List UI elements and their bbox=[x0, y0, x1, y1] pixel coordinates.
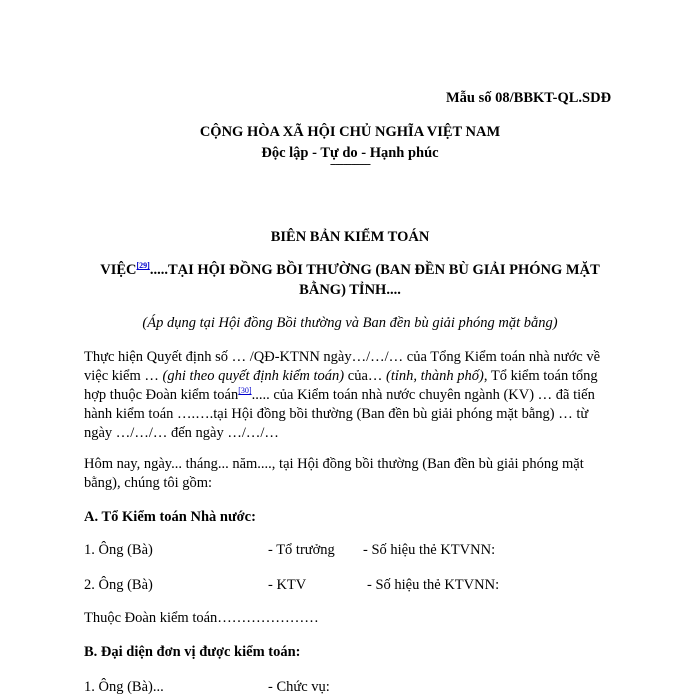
para1-line-5: ngày …/…/… đến ngày …/…/… bbox=[84, 425, 279, 441]
section-a-row1-card: - Số hiệu thẻ KTVNN: bbox=[363, 542, 496, 558]
section-b-heading: B. Đại diện đơn vị được kiểm toán: bbox=[84, 644, 301, 660]
para1-line-3 bbox=[84, 387, 595, 404]
header-rule: --------------- bbox=[330, 158, 370, 170]
subtitle-part-2: .....TẠI HỘI ĐỒNG BỒI THƯỜNG (BAN ĐỀN BÙ GIẢI PHÓNG MẶT bbox=[149, 262, 600, 278]
section-a-heading: A. Tổ Kiểm toán Nhà nước: bbox=[84, 509, 256, 525]
subtitle-part-1: VIỆC bbox=[100, 262, 137, 278]
section-a-row1-role: - Tổ trưởng bbox=[268, 542, 335, 558]
applies-to-note: (Áp dụng tại Hội đồng Bồi thường và Ban đền bù giải phóng mặt bằng) bbox=[142, 315, 558, 331]
section-a-row2-name: 2. Ông (Bà) bbox=[84, 577, 153, 593]
section-b-row1-name: 1. Ông (Bà)... bbox=[84, 679, 164, 695]
nation-header: CỘNG HÒA XÃ HỘI CHỦ NGHĨA VIỆT NAM bbox=[199, 124, 501, 140]
para2-line-2: bằng), chúng tôi gồm: bbox=[84, 475, 213, 491]
para1-l2-text-e: , Tổ kiểm toán tổng bbox=[483, 368, 598, 384]
footnote-link-29[interactable]: [29] bbox=[136, 261, 150, 271]
section-a-team: Thuộc Đoàn kiểm toán………………… bbox=[84, 610, 319, 626]
para1-l2-italic-b: (ghi theo quyết định kiểm toán) bbox=[162, 368, 345, 384]
subtitle-line-1 bbox=[0, 262, 700, 279]
para1-line-4: hành kiểm toán ….….tại Hội đồng bồi thường (Ban đền bù giải phóng mặt bằng) … từ bbox=[84, 406, 589, 422]
para1-l2-italic-d: (tỉnh, thành phố) bbox=[386, 368, 484, 384]
form-code: Mẫu số 08/BBKT-QL.SDĐ bbox=[446, 90, 612, 106]
section-a-row1-name: 1. Ông (Bà) bbox=[84, 542, 153, 558]
section-a-row2-role: - KTV bbox=[268, 577, 307, 593]
para1-line-1: Thực hiện Quyết định số … /QĐ-KTNN ngày…/…/… của Tổng Kiểm toán nhà nước về bbox=[84, 349, 601, 365]
section-b-row1-role: - Chức vụ: bbox=[268, 679, 330, 695]
para1-l2-text-c: của… bbox=[344, 368, 387, 384]
footnote-link-30[interactable]: [30] bbox=[238, 386, 252, 396]
para1-line-2 bbox=[84, 368, 598, 385]
document-title: BIÊN BẢN KIỂM TOÁN bbox=[270, 229, 430, 245]
subtitle-line-2: BẰNG) TỈNH.... bbox=[299, 282, 401, 298]
para2-line-1: Hôm nay, ngày... tháng... năm...., tại Hội đồng bồi thường (Ban đền bù giải phóng mặt bbox=[84, 456, 584, 472]
motto: Độc lập - Tự do - Hạnh phúc bbox=[261, 145, 439, 161]
para1-l3-text-b: ..... của Kiểm toán nhà nước chuyên ngành (KV) … đã tiến bbox=[251, 387, 595, 403]
para1-l3-text-a: hợp thuộc Đoàn kiểm toán bbox=[84, 387, 239, 403]
section-a-row2-card: - Số hiệu thẻ KTVNN: bbox=[367, 577, 500, 593]
para1-l2-text-a: việc kiểm … bbox=[84, 368, 163, 384]
